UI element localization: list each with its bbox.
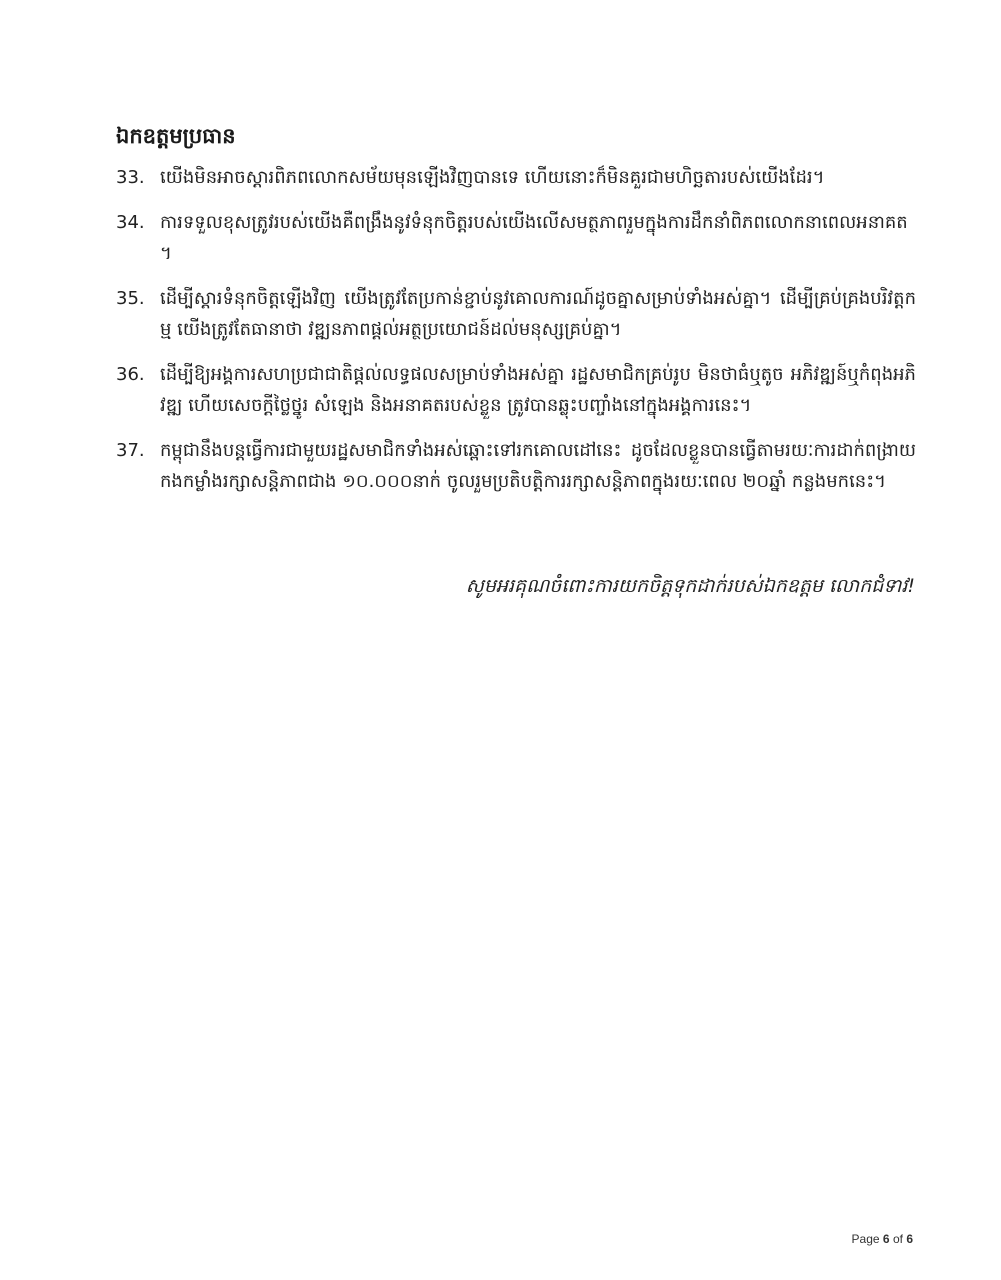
- paragraph-text: ការទទួលខុសត្រូវរបស់យើងគឺពង្រឹងនូវទំនុកចិត្តរបស់យើងលើសមត្ថភាពរួមក្នុងការដឹកនាំពិភពលោកនាពេលអនាគត។: [160, 212, 908, 264]
- page-footer: [852, 1230, 913, 1248]
- paragraph-33: [116, 162, 916, 193]
- paragraph-list: [116, 162, 916, 511]
- page-word: Page: [851, 1232, 880, 1246]
- of-word: of: [892, 1232, 903, 1246]
- paragraph-text: ដើម្បីស្តារទំនុកចិត្តឡើងវិញ យើងត្រូវតែប្រកាន់ខ្ជាប់នូវគោលការណ៍ដូចគ្នាសម្រាប់ទាំងអស់គ្នា។ ដើម្បីគ្រប់គ្រងបរិវត្តកម្ម យើងត្រូវតែធានាថា វឌ្ឍនភាពផ្តល់អត្ថប្រយោជន៍ដល់មនុស្សគ្រប់គ្នា។: [160, 288, 916, 340]
- paragraph-34: [116, 207, 916, 269]
- paragraph-number: 34.: [116, 212, 145, 233]
- paragraph-text: កម្ពុជានឹងបន្តធ្វើការជាមួយរដ្ឋសមាជិកទាំងអស់ឆ្ពោះទៅរកគោលដៅនេះ ដូចដែលខ្លួនបានធ្វើតាមរយៈការដាក់ពង្រាយកងកម្លាំងរក្សាសន្តិភាពជាង ១០.០០០នាក់ ចូលរួមប្រតិបត្តិការរក្សាសន្តិភាពក្នុងរយៈពេល ២០ឆ្នាំ កន្លងមកនេះ។: [160, 440, 916, 492]
- paragraph-35: [116, 283, 916, 345]
- paragraph-text: យើងមិនអាចស្តារពិភពលោកសម័យមុនឡើងវិញបានទេ ហើយនោះក៏មិនគួរជាមហិច្ឆតារបស់យើងដែរ។: [160, 167, 825, 188]
- current-page-number: 6: [882, 1232, 890, 1246]
- paragraph-number: 37.: [116, 440, 145, 461]
- paragraph-text: ដើម្បីឱ្យអង្គការសហប្រជាជាតិផ្តល់លទ្ធផលសម្រាប់ទាំងអស់គ្នា រដ្ឋសមាជិកគ្រប់រូប មិនថាធំឬតូច អភិវឌ្ឍន៍ឬកំពុងអភិវឌ្ឍ ហើយសេចក្តីថ្លៃថ្នូរ សំឡេង និងអនាគតរបស់ខ្លួន ត្រូវបានឆ្លុះបញ្ចាំងនៅក្នុងអង្គការនេះ។: [160, 364, 916, 416]
- paragraph-37: [116, 435, 916, 497]
- closing-remark: សូមអរគុណចំពោះការយកចិត្តទុកដាក់របស់ឯកឧត្តម លោកជំទាវ!: [465, 575, 915, 597]
- paragraph-number: 33.: [116, 167, 145, 188]
- paragraph-number: 35.: [116, 288, 145, 309]
- salutation-heading: ឯកឧត្តមប្រធាន: [116, 124, 236, 148]
- paragraph-number: 36.: [116, 364, 145, 385]
- paragraph-36: [116, 359, 916, 421]
- total-pages-number: 6: [906, 1232, 913, 1246]
